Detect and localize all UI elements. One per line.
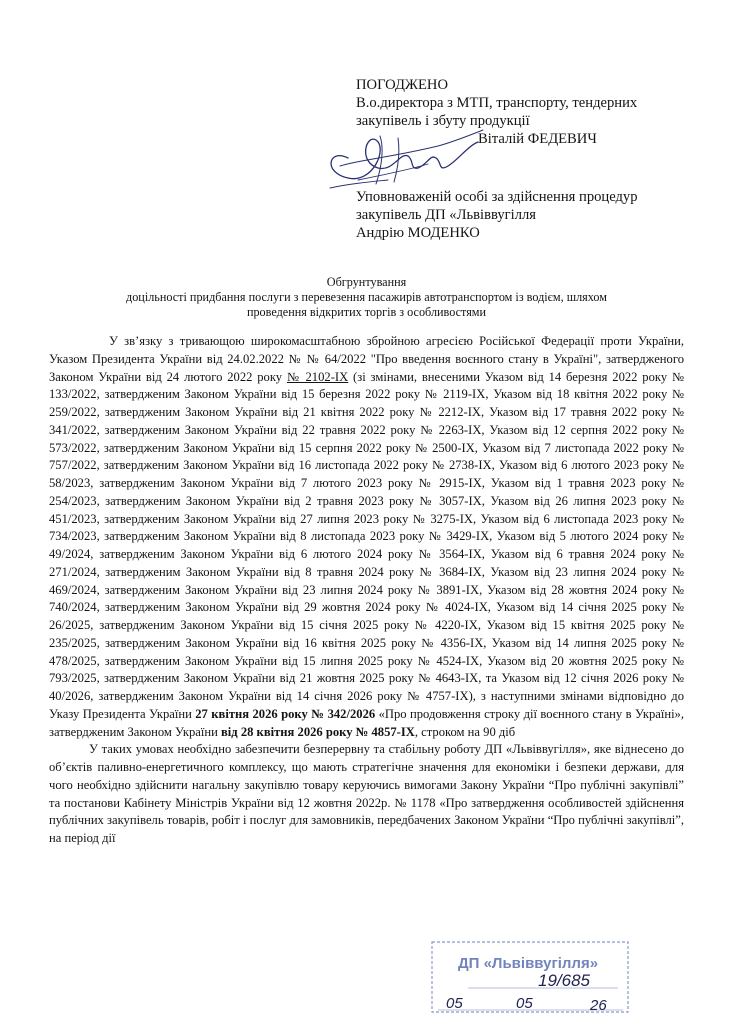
stamp-number: 19/685 [538, 971, 590, 990]
document-body [49, 333, 684, 848]
paragraph-1 [49, 333, 684, 741]
paragraph-2: У таких умовах необхідно забезпечити безперервну та стабільну роботу ДП «Львіввугілля», яке віднесено до об’єктів паливно-енергетичного комплексу, що мають стратегічне значення для економіки і безпеки держави, для чого необхідно здійснити нагальну закупівлю товару керуючись вимогами Закону України “Про публічні закупівлі” та постанови Кабінету Міністрів України від 12 жовтня 2022р. № 1178 «Про затвердження особливостей здійснення публічних закупівель товарів, робіт і послуг для замовників, передбачених Законом України “Про публічні закупівлі”, на період дії [49, 742, 684, 845]
stamp-day: 05 [446, 995, 463, 1012]
paragraph-1-text-a: У зв’язку з тривающою широкомасштабною збройною агресією Російської Федерації проти України, Указом Президента України від 24.02.2022 № № 64/2022 "Про введення воєнного стану в Україні", затвердженого Законом України від 24 лютого 2022 року [49, 334, 684, 384]
registration-stamp [428, 938, 633, 1018]
paragraph-1-text-b: (зі змінами, внесеними Указом від 14 березня 2022 року № 133/2022, затвердженим Законом України від 15 березня 2022 року № 2119-IX, Указом від 18 квітня 2022 року № 259/2022, затвердженим Законом України від 21 квітня 2022 року № 2212-IX, Указом від 17 травня 2022 року № 341/2022, затвердженим Законом України від 22 травня 2022 року № 2263-IX, Указом від 12 серпня 2022 року № 573/2022, затвердженим Законом України від 15 серпня 2022 року № 2500-IX, Указом від 7 листопада 2022 року № 757/2022, затвердженим Законом України від 16 листопада 2022 року № 2738-IX, Указом від 6 лютого 2023 року № 58/2023, затвердженим Законом України від 7 лютого 2023 року № 2915-IX, Указом від 1 травня 2023 року № 254/2023, затвердженим Законом України від 2 травня 2023 року № 3057-IX, Указом від 26 липня 2023 року № 451/2023, затвердженим Законом України від 27 липня 2023 року № 3275-IX, Указом від 6 листопада 2023 року № 734/2023, затвердженим Законом України від 8 листопада 2023 року № 3429-IX, Указом від 5 лютого 2024 року № 49/2024, затвердженим Законом України від 6 лютого 2024 року № 3564-IX, Указом від 6 травня 2024 року № 271/2024, затвердженим Законом України від 8 травня 2024 року № 3684-IX, Указом від 23 липня 2024 року № 469/2024, затвердженим Законом України від 23 липня 2024 року № 3891-IX, Указом від 28 жовтня 2024 року № 740/2024, затвердженим Законом України від 29 жовтня 2024 року № 4024-IX, Указом від 14 січня 2025 року № 26/2025, затвердженим Законом України від 15 січня 2025 року № 4220-IX, Указом від 15 квітня 2025 року № 235/2025, затвердженим Законом України від 16 квітня 2025 року № 4356-IX, Указом від 14 липня 2025 року № 478/2025, затвердженим Законом України від 15 липня 2025 року № 4524-IX, Указом від 20 жовтня 2025 року № 793/2025, затвердженим Законом України від 21 жовтня 2025 року № 4643-IX, та Указом від 12 січня 2026 року № 40/2026, затвердженим Законом України від 14 січня 2026 року № 4757-IX), з наступними змінами відповідно до Указу Президента України [49, 369, 685, 721]
handwritten-signature [318, 118, 488, 196]
approval-heading: ПОГОДЖЕНО [356, 77, 448, 93]
approver-name: Віталій ФЕДЕВИЧ [478, 131, 597, 147]
law-number-link: № 2102-IX [286, 369, 349, 384]
stamp-organization: ДП «Львіввугілля» [457, 955, 599, 972]
addressee-line-2: закупівель ДП «Львіввугілля [356, 207, 536, 223]
stamp-year: 26 [590, 997, 607, 1014]
addressee-name: Андрію МОДЕНКО [356, 225, 480, 241]
addressee-line-1: Уповноваженій особі за здійснення процедур [356, 189, 638, 205]
law-date: від 28 квітня 2026 року № 4857-IX [221, 724, 415, 739]
title-line-1: Обгрунтування [326, 275, 407, 289]
document-title [40, 275, 693, 320]
approval-position-line-2: закупівель і збуту продукції [356, 113, 530, 129]
paragraph-1-text-c: «Про продовження строку дії воєнного стану в Україні», затвердженим Законом України [49, 706, 685, 739]
title-line-2: доцільності придбання послуги з перевезення пасажирів автотранспортом із водієм, шляхом [126, 290, 607, 304]
paragraph-1-text-d: , строком на 90 діб [414, 724, 516, 739]
decree-date: 27 квітня 2026 року № 342/2026 [195, 706, 376, 721]
approval-position-line-1: В.о.директора з МТП, транспорту, тендерних [356, 95, 638, 111]
title-line-3: проведення відкритих торгів з особливостями [246, 305, 487, 319]
stamp-month: 05 [516, 995, 533, 1012]
